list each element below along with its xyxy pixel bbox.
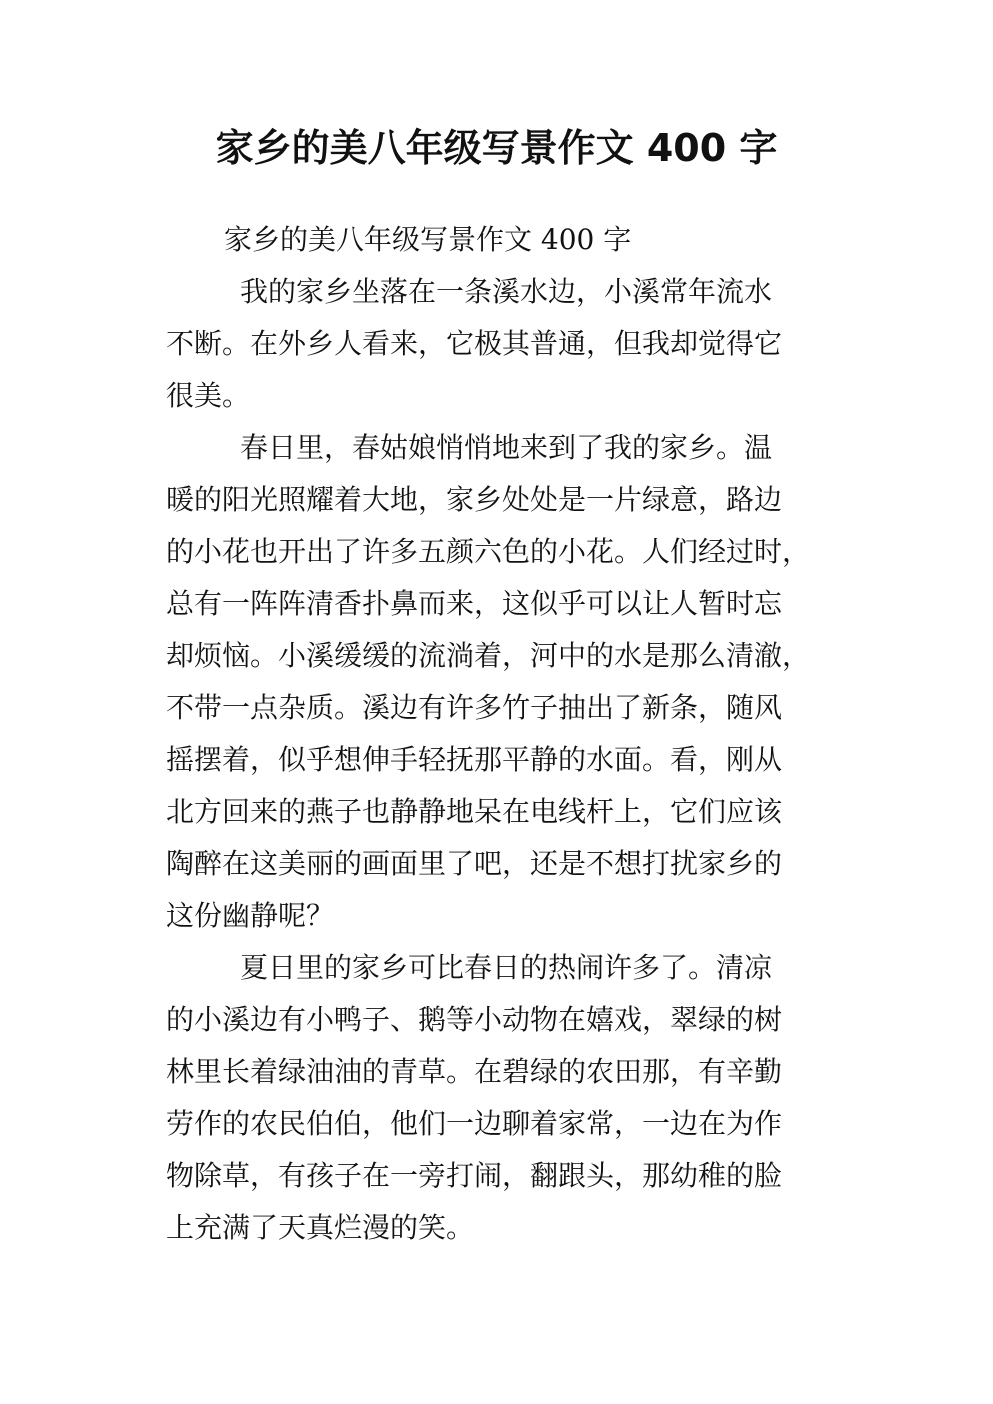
text-line: 总有一阵阵清香扑鼻而来，这似乎可以让人暂时忘: [166, 587, 783, 620]
text-line: 上充满了天真烂漫的笑。: [166, 1211, 475, 1244]
text-line: 却烦恼。小溪缓缓的流淌着，河中的水是那么清澈，: [166, 639, 811, 672]
text-line: 不带一点杂质。溪边有许多竹子抽出了新条，随风: [166, 691, 783, 724]
text-line: 摇摆着，似乎想伸手轻抚那平静的水面。看，刚从: [166, 743, 783, 776]
text-line: 的小花也开出了许多五颜六色的小花。人们经过时，: [166, 535, 811, 568]
document-body: [166, 214, 834, 1254]
text-line: 北方回来的燕子也静静地呆在电线杆上，它们应该: [166, 795, 783, 828]
text-line: 春日里，春姑娘悄悄地来到了我的家乡。温: [240, 431, 773, 464]
text-line: 物除草，有孩子在一旁打闹，翻跟头，那幼稚的脸: [166, 1159, 783, 1192]
text-line: 夏日里的家乡可比春日的热闹许多了。清凉: [240, 951, 773, 984]
text-line: 林里长着绿油油的青草。在碧绿的农田那，有辛勤: [166, 1055, 783, 1088]
text-line: 我的家乡坐落在一条溪水边，小溪常年流水: [240, 275, 773, 308]
paragraph-2: [166, 422, 834, 942]
text-line: 劳作的农民伯伯，他们一边聊着家常，一边在为作: [166, 1107, 783, 1140]
document-subtitle: 家乡的美八年级写景作文 400 字: [224, 223, 632, 256]
text-line: 的小溪边有小鸭子、鹅等小动物在嬉戏，翠绿的树: [166, 1003, 783, 1036]
document-title: 家乡的美八年级写景作文 400 字: [215, 126, 778, 170]
text-line: 这份幽静呢？: [166, 899, 335, 932]
paragraph-3: [166, 942, 834, 1254]
text-line: 暖的阳光照耀着大地，家乡处处是一片绿意，路边: [166, 483, 783, 516]
text-line: 不断。在外乡人看来，它极其普通，但我却觉得它: [166, 327, 783, 360]
text-line: 很美。: [166, 379, 251, 412]
text-line: 陶醉在这美丽的画面里了吧，还是不想打扰家乡的: [166, 847, 783, 880]
paragraph-1: [166, 266, 834, 422]
